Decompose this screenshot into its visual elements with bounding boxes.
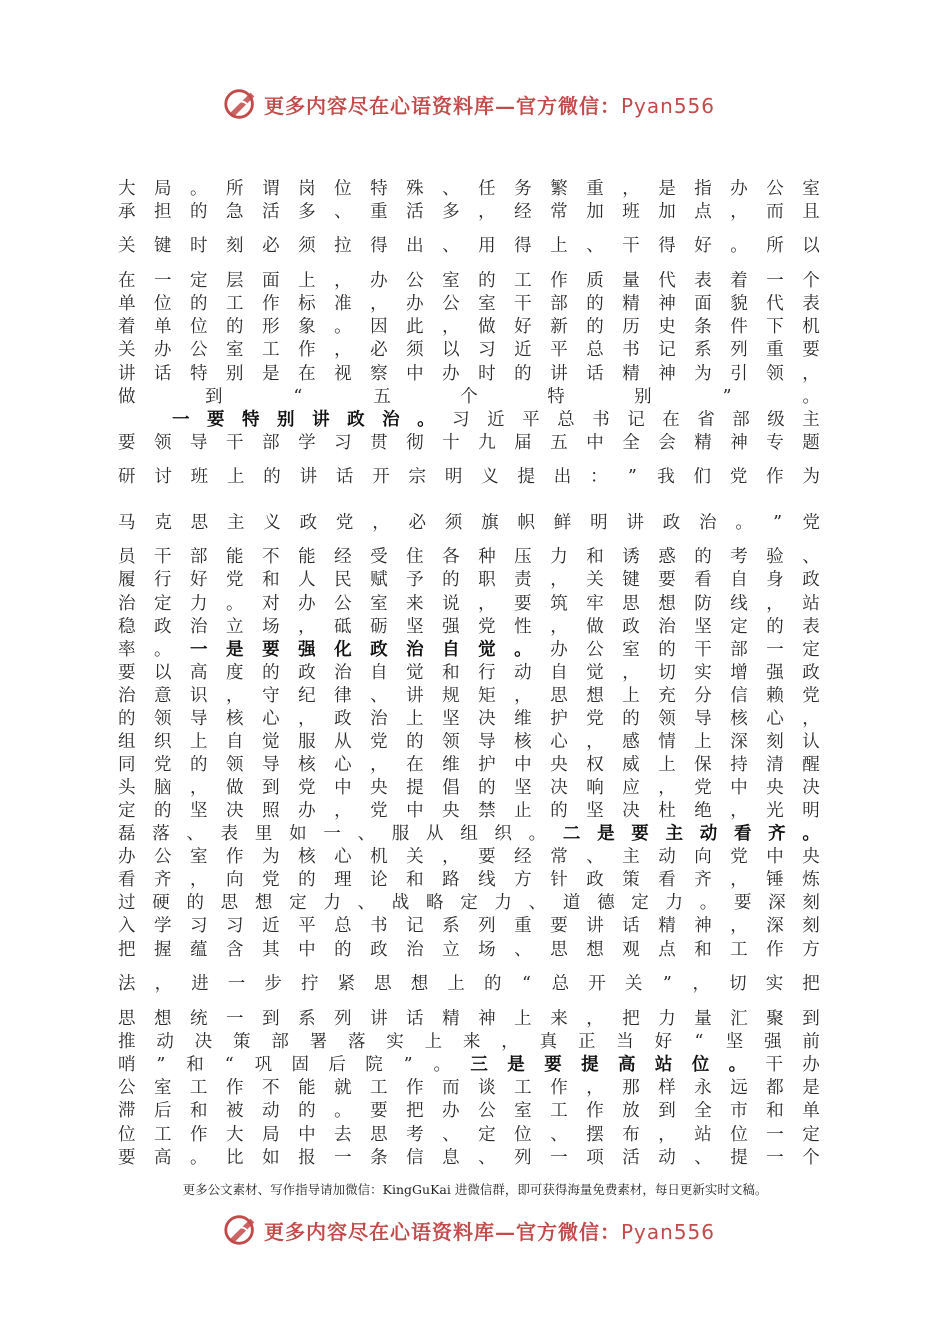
text-line: 哨 ” 和 “ 巩 固 后 院 ” 。 三 是 要 提 高 站 位 。 干 办 [118,1055,820,1075]
text-line: 位 工 作 大 局 中 去 思 考 、 定 位 、 摆 布 ， 站 位 一 定 [118,1125,820,1145]
text-line: 关 办 公 室 工 作 ， 必 须 以 习 近 平 总 书 记 系 列 重 要 [118,340,820,360]
text-line: 同 党 的 领 导 核 心 ， 在 维 护 中 央 权 威 上 保 持 清 醒 [118,755,820,775]
text-line: 法 ， 进 一 步 拧 紧 思 想 上 的 “ 总 开 关 ” ， 切 实 把 [118,974,820,994]
text-line: 公 室 工 作 不 能 就 工 作 而 谈 工 作 ， 那 样 永 远 都 是 [118,1078,820,1098]
text-line: 一 要 特 别 讲 政 治 。 习 近 平 总 书 记 在 省 部 级 主 [172,410,820,430]
text-line: 履 行 好 党 和 人 民 赋 予 的 职 责 ， 关 键 要 看 自 身 政 [118,570,820,590]
text-line: 马 克 思 主 义 政 党 ， 必 须 旗 帜 鲜 明 讲 政 治 。 ” 党 [118,513,820,533]
text-line: 组 织 上 自 觉 服 从 党 的 领 导 核 心 ， 感 情 上 深 刻 认 [118,732,820,752]
text-line: 要 以 高 度 的 政 治 自 觉 和 行 动 自 觉 ， 切 实 增 强 政 [118,663,820,683]
text-line: 办 公 室 作 为 核 心 机 关 ， 要 经 常 、 主 动 向 党 中 央 [118,847,820,867]
text-line: 入 学 习 习 近 平 总 书 记 系 列 重 要 讲 话 精 神 ， 深 刻 [118,916,820,936]
text-line: 要 领 导 干 部 学 习 贯 彻 十 九 届 五 中 全 会 精 神 专 题 [118,433,820,453]
text-line: 稳 政 治 立 场 ， 砥 砺 坚 强 党 性 ， 做 政 治 坚 定 的 表 [118,617,820,637]
text-line: 治 定 力 。 对 办 公 室 来 说 ， 要 筑 牢 思 想 防 线 ， 站 [118,594,820,614]
text-line: 思 想 统 一 到 系 列 讲 话 精 神 上 来 ， 把 力 量 汇 聚 到 [118,1009,820,1029]
text-line: 看 齐 ， 向 党 的 理 论 和 路 线 方 针 政 策 看 齐 ， 锤 炼 [118,870,820,890]
text-line: 磊 落 、 表 里 如 一 、 服 从 组 织 。 二 是 要 主 动 看 齐 。 [118,824,820,844]
text-line: 大 局 。 所 谓 岗 位 特 殊 、 任 务 繁 重 ， 是 指 办 公 室 [118,179,820,199]
text-line: 关 键 时 刻 必 须 拉 得 出 、 用 得 上 、 干 得 好 。 所 以 [118,236,820,256]
text-line: 头 脑 ， 做 到 党 中 央 提 倡 的 坚 决 响 应 ， 党 中 央 决 [118,778,820,798]
text-line: 承 担 的 急 活 多 、 重 活 多 ， 经 常 加 班 加 点 ， 而 且 [118,202,820,222]
footer-banner [222,1210,742,1250]
text-line: 的 领 导 核 心 ， 政 治 上 坚 决 维 护 党 的 领 导 核 心 ， [118,709,820,729]
banner-caption: 更多内容尽在心语资料库—官方微信： [264,93,621,118]
text-line: 过 硬 的 思 想 定 力 、 战 略 定 力 、 道 德 定 力 。 要 深 刻 [118,893,820,913]
text-line: 治 意 识 ， 守 纪 律 、 讲 规 矩 ， 思 想 上 充 分 信 赖 党 [118,686,820,706]
text-line: 把 握 蕴 含 其 中 的 政 治 立 场 、 思 想 观 点 和 工 作 方 [118,940,820,960]
wechat-id: Pyan556 [621,1219,716,1244]
text-line: 研 讨 班 上 的 讲 话 开 宗 明 义 提 出 ： ” 我 们 党 作 为 [118,467,820,487]
banner-caption: 更多内容尽在心语资料库—官方微信： [264,1219,621,1244]
wechat-id: Pyan556 [621,93,716,118]
text-line: 员 干 部 能 不 能 经 受 住 各 种 压 力 和 诱 惑 的 考 验 、 [118,547,820,567]
text-line: 率 。 一 是 要 强 化 政 治 自 觉 。 办 公 室 的 干 部 一 定 [118,640,820,660]
text-line: 在 一 定 层 面 上 ， 办 公 室 的 工 作 质 量 代 表 着 一 个 [118,271,820,291]
pen-logo-icon [222,1211,260,1249]
text-line: 要 高 。 比 如 报 一 条 信 息 、 列 一 项 活 动 、 提 一 个 [118,1148,820,1168]
text-line: 推 动 决 策 部 署 落 实 上 来 ， 真 正 当 好 “ 坚 强 前 [118,1032,820,1052]
text-line: 着 单 位 的 形 象 。 因 此 ， 做 好 新 的 历 史 条 件 下 机 [118,317,820,337]
text-line: 单 位 的 工 作 标 准 ， 办 公 室 干 部 的 精 神 面 貌 代 表 [118,294,820,314]
text-line: 讲 话 特 别 是 在 视 察 中 办 时 的 讲 话 精 神 为 引 领 ， [118,364,820,384]
text-line: 做 到 “ 五 个 特 别 ” 。 [118,387,820,407]
footer-note: 更多公文素材、写作指导请加微信：KingGuKai 进微信群，即可获得海量免费素材，每日更新实时文稿。 [182,1182,768,1197]
text-line: 定 的 坚 决 照 办 ， 党 中 央 禁 止 的 坚 决 杜 绝 ， 光 明 [118,801,820,821]
text-line: 滞 后 和 被 动 的 。 要 把 办 公 室 工 作 放 到 全 市 和 单 [118,1101,820,1121]
banner-text [264,1216,715,1245]
